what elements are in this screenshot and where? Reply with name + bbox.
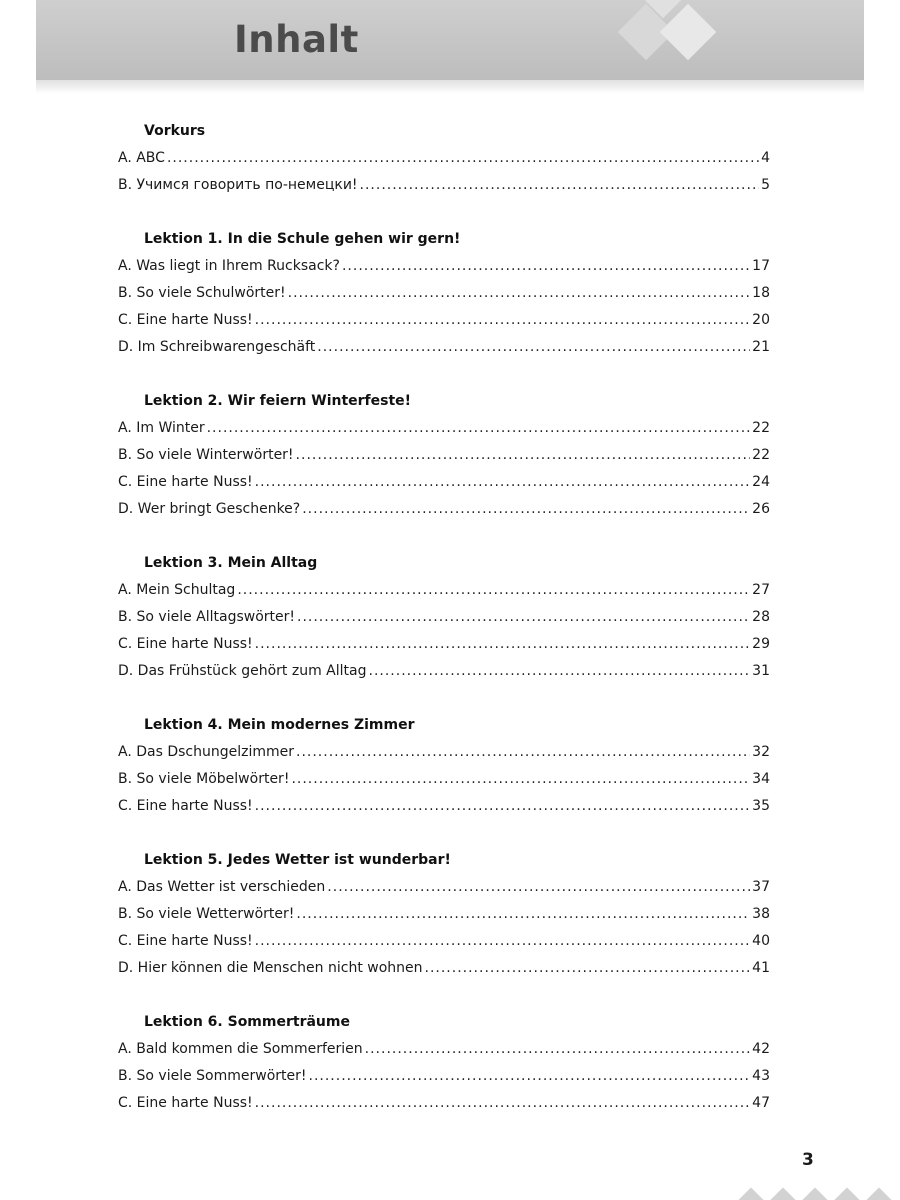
toc-entry-title: B. So viele Möbelwörter! <box>118 771 290 787</box>
dot-leader <box>297 604 750 631</box>
toc-entry <box>118 631 770 658</box>
toc-entry <box>118 280 770 307</box>
toc-entry <box>118 442 770 469</box>
toc-entry <box>118 1063 770 1090</box>
toc-entry-title: C. Eine harte Nuss! <box>118 1095 253 1111</box>
toc-entry-page: 5 <box>761 177 770 193</box>
header-shadow <box>36 80 864 94</box>
dot-leader <box>302 496 750 523</box>
dot-leader <box>288 280 751 307</box>
toc-entry <box>118 469 770 496</box>
toc-entry-page: 17 <box>752 258 770 274</box>
dot-leader <box>365 1036 751 1063</box>
toc-entry <box>118 307 770 334</box>
toc-entry <box>118 793 770 820</box>
decorative-diamond <box>735 1187 766 1200</box>
toc-entry-page: 29 <box>752 636 770 652</box>
dot-leader <box>255 307 751 334</box>
dot-leader <box>255 928 751 955</box>
toc-entry-title: D. Im Schreibwarengeschäft <box>118 339 316 355</box>
toc-entry <box>118 1090 770 1117</box>
dot-leader <box>296 901 750 928</box>
toc-entry-page: 35 <box>752 798 770 814</box>
toc-entry <box>118 577 770 604</box>
toc-section <box>118 550 770 685</box>
bottom-decoration <box>720 1182 900 1200</box>
toc-entry-page: 22 <box>752 447 770 463</box>
toc-section <box>118 388 770 523</box>
toc-entry-title: B. So viele Sommerwörter! <box>118 1068 307 1084</box>
dot-leader <box>207 415 751 442</box>
dot-leader <box>296 442 751 469</box>
section-heading: Lektion 1. In die Schule gehen wir gern! <box>144 231 461 247</box>
toc-entry-title: C. Eine harte Nuss! <box>118 636 253 652</box>
toc-entry-title: B. So viele Winterwörter! <box>118 447 294 463</box>
toc-entry-page: 47 <box>752 1095 770 1111</box>
toc-entry <box>118 1036 770 1063</box>
table-of-contents <box>118 118 770 1144</box>
dot-leader <box>296 739 750 766</box>
toc-entry-title: A. Im Winter <box>118 420 205 436</box>
toc-entry <box>118 739 770 766</box>
header-bar <box>36 0 864 80</box>
dot-leader <box>360 172 760 199</box>
toc-entry-title: A. Das Wetter ist verschieden <box>118 879 326 895</box>
toc-entry-title: A. ABC <box>118 150 165 166</box>
dot-leader <box>255 793 751 820</box>
toc-entry-page: 18 <box>752 285 770 301</box>
toc-entry-page: 21 <box>752 339 770 355</box>
toc-entry-title: A. Was liegt in Ihrem Rucksack? <box>118 258 340 274</box>
toc-entry-title: D. Wer bringt Geschenke? <box>118 501 301 517</box>
toc-entry-title: D. Hier können die Menschen nicht wohnen <box>118 960 423 976</box>
toc-entry-title: B. So viele Wetterwörter! <box>118 906 295 922</box>
toc-section <box>118 226 770 361</box>
decorative-diamond <box>799 1187 830 1200</box>
toc-entry-page: 27 <box>752 582 770 598</box>
dot-leader <box>327 874 750 901</box>
toc-entry <box>118 334 770 361</box>
toc-entry-title: D. Das Frühstück gehört zum Alltag <box>118 663 367 679</box>
toc-section <box>118 118 770 199</box>
dot-leader <box>369 658 751 685</box>
decorative-diamond <box>831 1187 862 1200</box>
toc-entry-page: 4 <box>761 150 770 166</box>
toc-entry <box>118 496 770 523</box>
toc-entry-title: C. Eine harte Nuss! <box>118 474 253 490</box>
toc-section <box>118 847 770 982</box>
toc-entry <box>118 928 770 955</box>
toc-entry-page: 42 <box>752 1041 770 1057</box>
toc-entry <box>118 874 770 901</box>
toc-entry-page: 26 <box>752 501 770 517</box>
section-heading: Vorkurs <box>144 123 206 139</box>
toc-entry-title: C. Eine harte Nuss! <box>118 933 253 949</box>
toc-entry-page: 32 <box>752 744 770 760</box>
dot-leader <box>309 1063 751 1090</box>
dot-leader <box>255 631 751 658</box>
toc-entry-page: 31 <box>752 663 770 679</box>
toc-entry <box>118 253 770 280</box>
toc-entry <box>118 766 770 793</box>
toc-entry-title: C. Eine harte Nuss! <box>118 312 253 328</box>
section-heading: Lektion 5. Jedes Wetter ist wunderbar! <box>144 852 451 868</box>
dot-leader <box>255 1090 751 1117</box>
toc-entry <box>118 955 770 982</box>
dot-leader <box>317 334 750 361</box>
toc-entry-page: 38 <box>752 906 770 922</box>
toc-entry-title: B. So viele Schulwörter! <box>118 285 286 301</box>
toc-entry-page: 22 <box>752 420 770 436</box>
section-heading: Lektion 6. Sommerträume <box>144 1014 350 1030</box>
section-heading: Lektion 4. Mein modernes Zimmer <box>144 717 415 733</box>
toc-entry-title: C. Eine harte Nuss! <box>118 798 253 814</box>
toc-entry-page: 34 <box>752 771 770 787</box>
decorative-diamond <box>863 1187 894 1200</box>
toc-entry-page: 41 <box>752 960 770 976</box>
toc-entry-title: B. Учимся говорить по-немецки! <box>118 177 358 193</box>
toc-entry-title: A. Das Dschungelzimmer <box>118 744 294 760</box>
toc-entry <box>118 658 770 685</box>
toc-entry-page: 20 <box>752 312 770 328</box>
toc-entry-page: 28 <box>752 609 770 625</box>
section-heading: Lektion 3. Mein Alltag <box>144 555 318 571</box>
toc-entry-page: 40 <box>752 933 770 949</box>
toc-entry-title: B. So viele Alltagswörter! <box>118 609 295 625</box>
dot-leader <box>167 145 759 172</box>
page-number: 3 <box>802 1150 814 1170</box>
dot-leader <box>255 469 751 496</box>
dot-leader <box>425 955 751 982</box>
toc-section <box>118 1009 770 1117</box>
toc-entry-page: 37 <box>752 879 770 895</box>
toc-entry <box>118 145 770 172</box>
toc-section <box>118 712 770 820</box>
toc-entry-page: 43 <box>752 1068 770 1084</box>
toc-entry <box>118 604 770 631</box>
dot-leader <box>237 577 750 604</box>
toc-entry-title: A. Mein Schultag <box>118 582 236 598</box>
section-heading: Lektion 2. Wir feiern Winterfeste! <box>144 393 412 409</box>
toc-entry <box>118 415 770 442</box>
toc-entry-page: 24 <box>752 474 770 490</box>
dot-leader <box>342 253 750 280</box>
page-title: Inhalt <box>234 18 359 61</box>
toc-entry <box>118 172 770 199</box>
toc-entry-title: A. Bald kommen die Sommerferien <box>118 1041 363 1057</box>
toc-entry <box>118 901 770 928</box>
decorative-diamond <box>767 1187 798 1200</box>
dot-leader <box>291 766 750 793</box>
